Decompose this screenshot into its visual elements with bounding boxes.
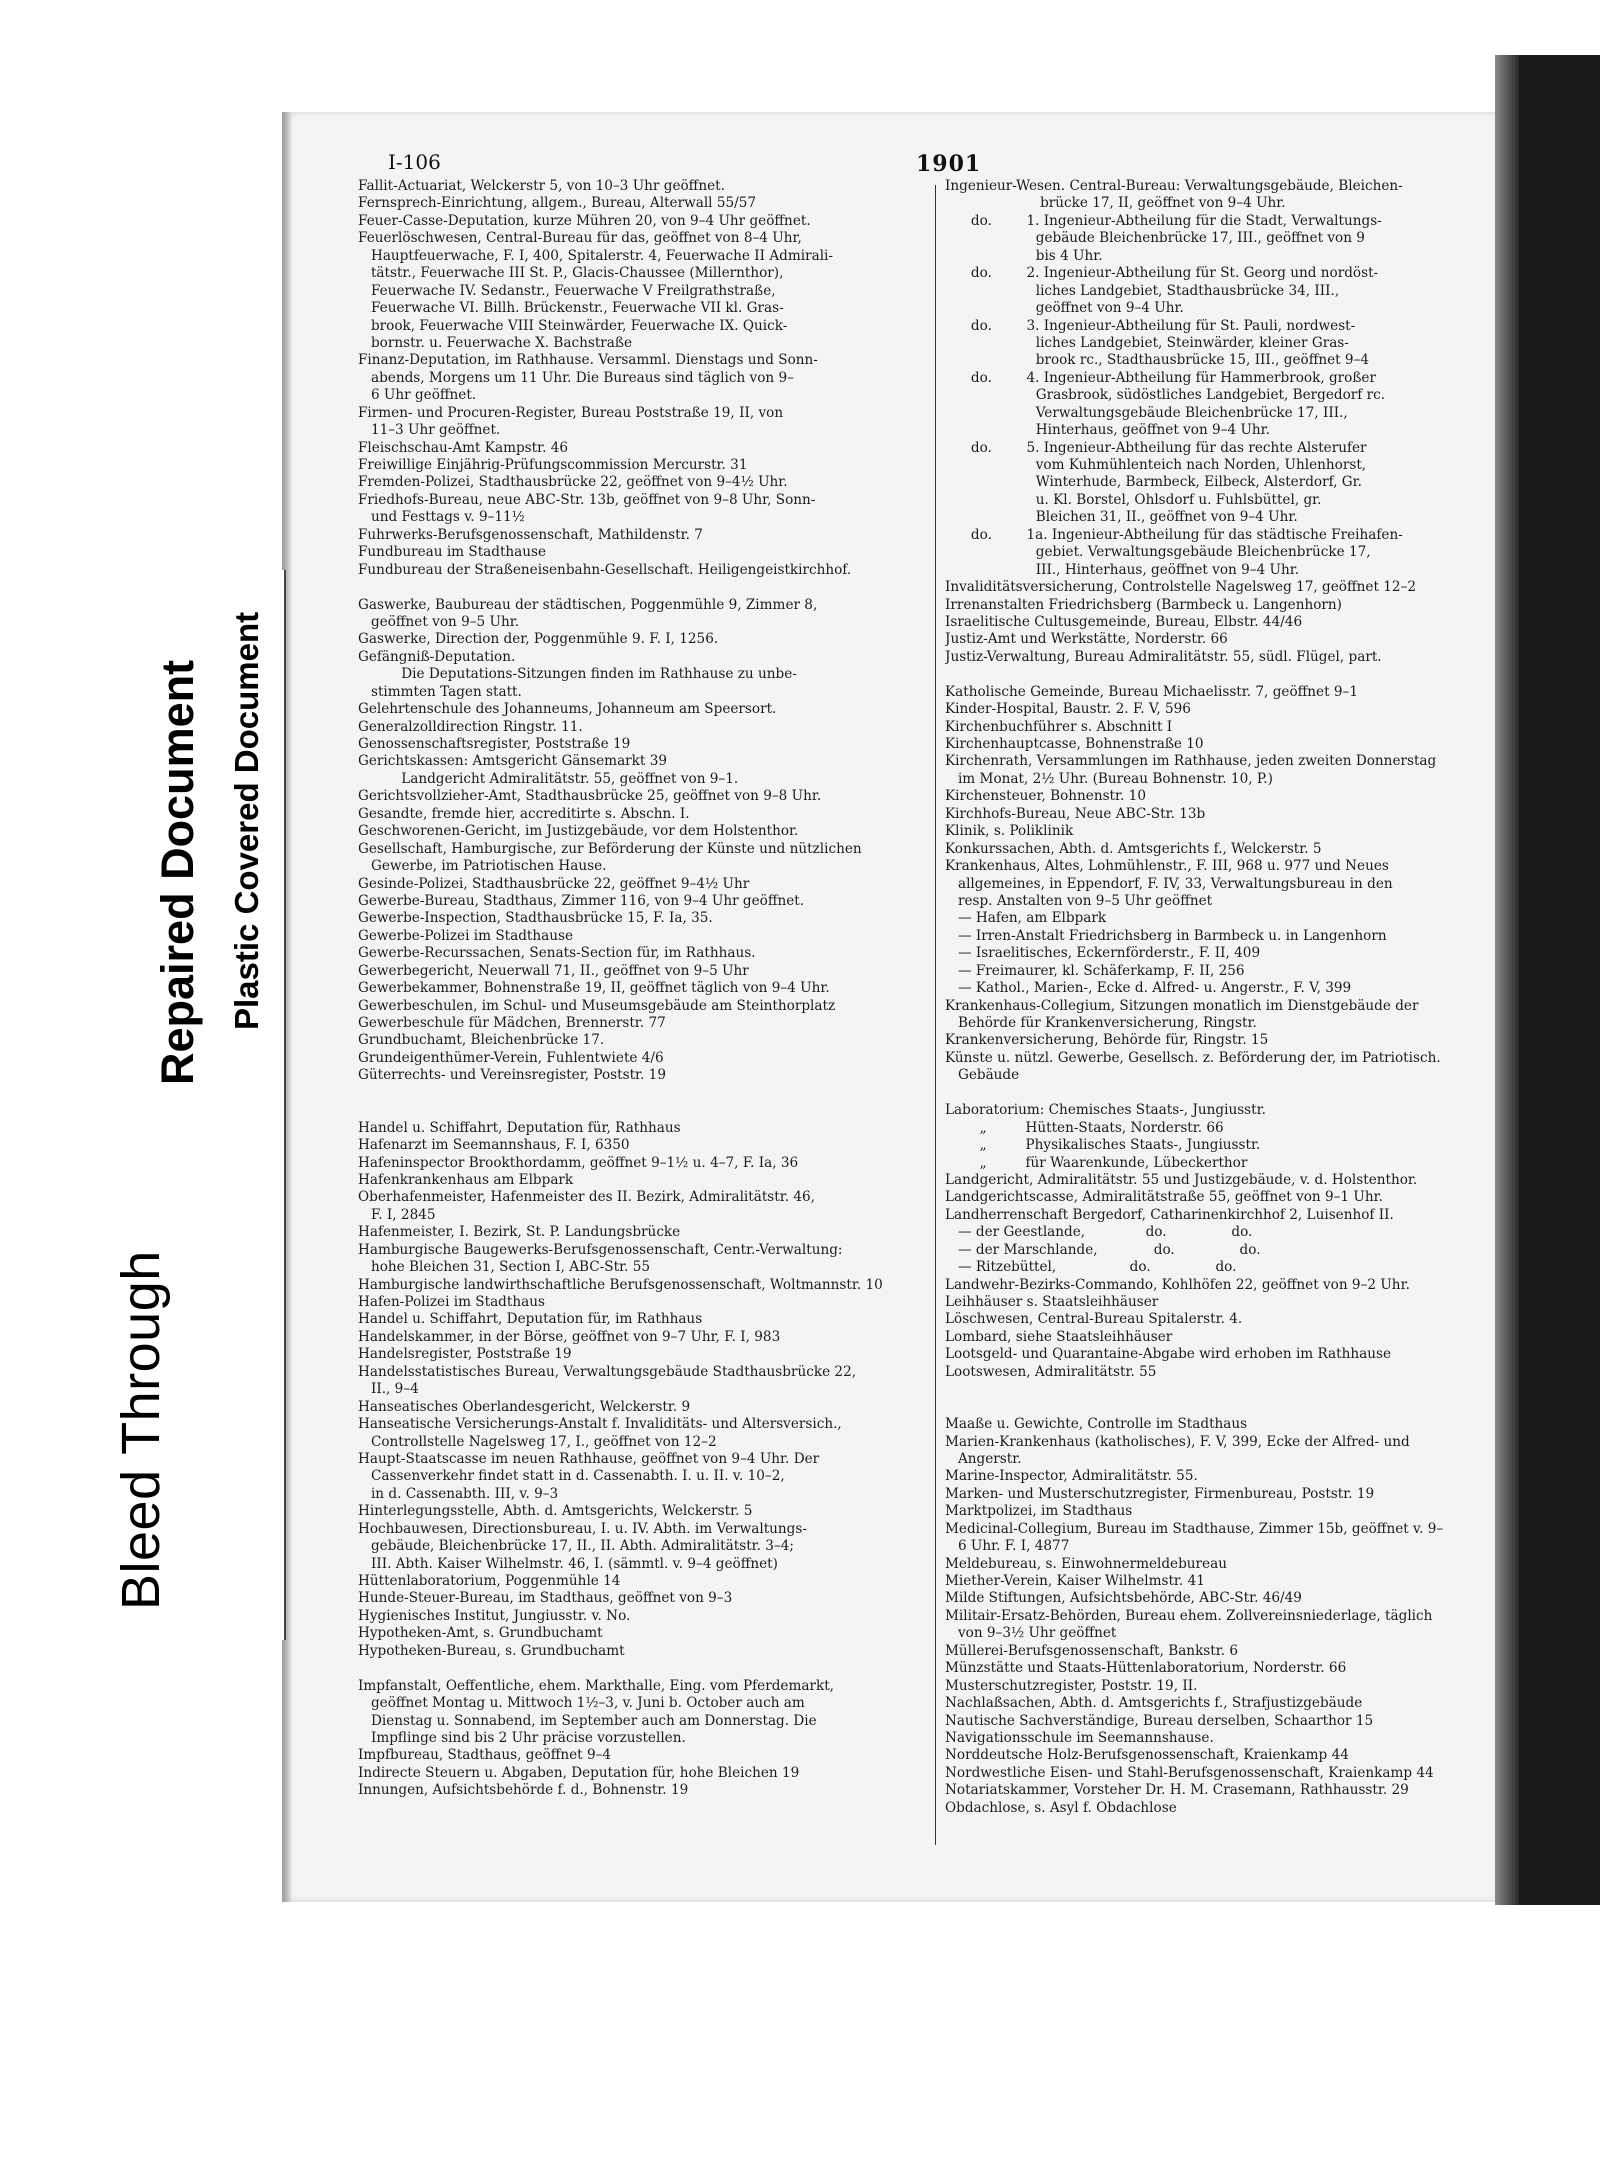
directory-entry-line: F. I, 2845	[358, 1206, 436, 1223]
directory-entry-line: Lootswesen, Admiralitätstr. 55	[945, 1363, 1157, 1380]
directory-entry-line: Gesellschaft, Hamburgische, zur Beförderung der Künste und nützlichen	[358, 840, 862, 857]
directory-entry-line: Gebäude	[945, 1067, 1020, 1084]
directory-entry-line	[358, 579, 928, 596]
directory-entry-line: Fundbureau im Stadthause	[358, 544, 547, 561]
directory-entry-line: gebäude Bleichenbrücke 17, III., geöffnet von 9	[945, 230, 1365, 247]
bleed-through-label: Bleed Through	[111, 1250, 171, 1610]
directory-entry-line: Bleichen 31, II., geöffnet von 9–4 Uhr.	[945, 509, 1298, 526]
directory-entry-line: do. 1a. Ingenieur-Abtheilung für das städtische Freihafen-	[945, 526, 1403, 543]
directory-entry-line: Dienstag u. Sonnabend, im September auch am Donnerstag. Die	[358, 1712, 817, 1729]
directory-entry-line: Milde Stiftungen, Aufsichtsbehörde, ABC-Str. 46/49	[945, 1590, 1302, 1607]
directory-entry-line: Löschwesen, Central-Bureau Spitalerstr. 4.	[945, 1311, 1243, 1328]
directory-entry-line: — der Marschlande, do. do.	[945, 1241, 1261, 1258]
directory-entry-line: Gewerbeschulen, im Schul- und Museumsgebäude am Steinthorplatz	[358, 997, 836, 1014]
directory-entry-line: Güterrechts- und Vereinsregister, Poststr. 19	[358, 1067, 666, 1084]
directory-entry-line: Hinterlegungsstelle, Abth. d. Amtsgerichts, Welckerstr. 5	[358, 1503, 753, 1520]
directory-entry-line: do. 2. Ingenieur-Abtheilung für St. Georg und nordöst-	[945, 265, 1379, 282]
directory-entry-line: — Hafen, am Elbpark	[945, 910, 1107, 927]
directory-entry-line: Leihhäuser s. Staatsleihhäuser	[945, 1294, 1159, 1310]
directory-entry-line: Cassenverkehr findet statt in d. Cassenabth. I. u. II. v. 10–2,	[358, 1468, 785, 1485]
directory-entry-line: Geschworenen-Gericht, im Justizgebäude, vor dem Holstenthor.	[358, 823, 799, 840]
directory-entry-line: Impfbureau, Stadthaus, geöffnet 9–4	[358, 1747, 612, 1764]
directory-entry-line: „ Physikalisches Staats-, Jungiusstr.	[945, 1137, 1261, 1154]
directory-entry-line: Meldebureau, s. Einwohnermeldebureau	[945, 1555, 1227, 1572]
directory-entry-line: Fundbureau der Straßeneisenbahn-Gesellschaft. Heiligengeistkirchhof.	[358, 561, 852, 578]
plastic-covered-label: Plastic Covered Document	[228, 611, 265, 1030]
directory-entry-line: Hauptfeuerwache, F. I, 400, Spitalerstr. 4, Feuerwache II Admirali-	[358, 247, 833, 264]
directory-entry-line: Gerichtsvollzieher-Amt, Stadthausbrücke 25, geöffnet von 9–8 Uhr.	[358, 788, 822, 805]
directory-entry-line: Haupt-Staatscasse im neuen Rathhause, geöffnet von 9–4 Uhr. Der	[358, 1450, 820, 1467]
directory-entry-line: Handelsregister, Poststraße 19	[358, 1346, 572, 1363]
directory-entry-line: Grasbrook, südöstliches Landgebiet, Bergedorf rc.	[945, 387, 1386, 404]
directory-entry-line: allgemeines, in Eppendorf, F. IV, 33, Verwaltungsbureau in den	[945, 875, 1393, 892]
directory-entry-line: gebäude, Bleichenbrücke 17, II., II. Abth. Admiralitätstr. 3–4;	[358, 1538, 794, 1555]
left-text-column	[358, 178, 928, 1800]
directory-entry-line: Militair-Ersatz-Behörden, Bureau ehem. Zollvereinsniederlage, täglich	[945, 1607, 1433, 1624]
directory-entry-line: Handelskammer, in der Börse, geöffnet von 9–7 Uhr, F. I, 983	[358, 1328, 781, 1345]
page-number: I-106	[388, 150, 441, 174]
directory-entry-line: Grundeigenthümer-Verein, Fuhlentwiete 4/6	[358, 1049, 664, 1066]
directory-entry-line: Musterschutzregister, Poststr. 19, II.	[945, 1677, 1198, 1694]
directory-entry-line: geöffnet von 9–4 Uhr.	[945, 300, 1184, 317]
directory-entry-line: Hafenmeister, I. Bezirk, St. P. Landungsbrücke	[358, 1224, 681, 1241]
directory-entry-line	[945, 1381, 1490, 1398]
directory-entry-line: Gesandte, fremde hier, accreditirte s. Abschn. I.	[358, 805, 690, 822]
directory-entry-line: Nautische Sachverständige, Bureau derselben, Schaarthor 15	[945, 1712, 1374, 1729]
directory-entry-line: Notariatskammer, Vorsteher Dr. H. M. Crasemann, Rathhausstr. 29	[945, 1782, 1409, 1799]
scan-background-edge	[1495, 55, 1600, 1905]
directory-entry-line: Landgerichtscasse, Admiralitätstraße 55, geöffnet von 9–1 Uhr.	[945, 1189, 1383, 1206]
directory-entry-line: Hafen-Polizei im Stadthaus	[358, 1294, 545, 1310]
directory-entry-line: Gesinde-Polizei, Stadthausbrücke 22, geöffnet 9–4½ Uhr	[358, 875, 750, 892]
directory-entry-line: Gewerbekammer, Bohnenstraße 19, II, geöffnet täglich von 9–4 Uhr.	[358, 980, 830, 997]
directory-entry-line: Gewerbe-Polizei im Stadthause	[358, 927, 574, 944]
directory-entry-line: Handel u. Schiffahrt, Deputation für, Rathhaus	[358, 1119, 681, 1136]
directory-entry-line: geöffnet Montag u. Mittwoch 1½–3, v. Juni b. October auch am	[358, 1695, 805, 1712]
directory-entry-line: — Kathol., Marien-, Ecke d. Alfred- u. Angerstr., F. V, 399	[945, 980, 1352, 997]
directory-entry-line: Kirchensteuer, Bohnenstr. 10	[945, 788, 1146, 805]
directory-entry-line	[945, 666, 1490, 683]
directory-entry-line: Firmen- und Procuren-Register, Bureau Poststraße 19, II, von	[358, 404, 784, 421]
directory-entry-line: Hygienisches Institut, Jungiusstr. v. No.	[358, 1607, 631, 1624]
directory-entry-line: Feuerwache IV. Sedanstr., Feuerwache V Freilgrathstraße,	[358, 282, 776, 299]
directory-entry-line: Lootsgeld- und Quarantaine-Abgabe wird erhoben im Rathhause	[945, 1346, 1392, 1363]
directory-entry-line: Feuer-Casse-Deputation, kurze Mühren 20, von 9–4 Uhr geöffnet.	[358, 212, 811, 229]
directory-entry-line: Künste u. nützl. Gewerbe, Gesellsch. z. Beförderung der, im Patriotisch.	[945, 1049, 1441, 1066]
directory-entry-line: Kinder-Hospital, Baustr. 2. F. V, 596	[945, 701, 1191, 718]
directory-entry-line: Hafenkrankenhaus am Elbpark	[358, 1171, 574, 1188]
directory-entry-line: Justiz-Verwaltung, Bureau Admiralitätstr. 55, südl. Flügel, part.	[945, 648, 1382, 665]
directory-entry-line: do. 4. Ingenieur-Abtheilung für Hammerbrook, großer	[945, 369, 1376, 386]
directory-entry-line: Gewerbe, im Patriotischen Hause.	[358, 858, 607, 875]
directory-entry-line: Winterhude, Barmbeck, Eilbeck, Alsterdorf, Gr.	[945, 474, 1362, 491]
directory-entry-line: Münzstätte und Staats-Hüttenlaboratorium, Norderstr. 66	[945, 1660, 1347, 1677]
repaired-document-label: Repaired Document	[152, 659, 203, 1085]
directory-entry-line: geöffnet von 9–5 Uhr.	[358, 613, 520, 630]
column-divider	[935, 185, 936, 1845]
directory-entry-line: Oberhafenmeister, Hafenmeister des II. Bezirk, Admiralitätstr. 46,	[358, 1189, 816, 1206]
directory-entry-line: Hamburgische landwirthschaftliche Berufsgenossenschaft, Woltmannstr. 10	[358, 1276, 883, 1293]
directory-entry-line: Fuhrwerks-Berufsgenossenschaft, Mathildenstr. 7	[358, 526, 703, 543]
directory-entry-line: do. 5. Ingenieur-Abtheilung für das rechte Alsterufer	[945, 439, 1367, 456]
directory-entry-line: Hafenarzt im Seemannshaus, F. I, 6350	[358, 1137, 630, 1154]
directory-entry-line: Marktpolizei, im Stadthaus	[945, 1503, 1133, 1520]
directory-entry-line: Gefängniß-Deputation.	[358, 648, 516, 665]
directory-entry-line: Indirecte Steuern u. Abgaben, Deputation für, hohe Bleichen 19	[358, 1764, 800, 1781]
page-year-heading: 1901	[916, 151, 982, 177]
directory-entry-line: von 9–3½ Uhr geöffnet	[945, 1625, 1117, 1642]
directory-entry-line	[358, 1085, 928, 1102]
directory-entry-line: — Israelitisches, Eckernförderstr., F. II, 409	[945, 945, 1261, 962]
directory-entry-line: Hafeninspector Brookthordamm, geöffnet 9–1½ u. 4–7, F. Ia, 36	[358, 1154, 799, 1171]
directory-entry-line: Genossenschaftsregister, Poststraße 19	[358, 736, 631, 752]
directory-entry-line: Irrenanstalten Friedrichsberg (Barmbeck u. Langenhorn)	[945, 596, 1342, 613]
directory-entry-line: Navigationsschule im Seemannshause.	[945, 1729, 1214, 1746]
directory-entry-line: „ Hütten-Staats, Norderstr. 66	[945, 1119, 1224, 1136]
directory-entry-line: und Festtags v. 9–11½	[358, 509, 525, 526]
directory-entry-line: Generalzolldirection Ringstr. 11.	[358, 718, 583, 735]
directory-entry-line: Finanz-Deputation, im Rathhause. Versamml. Dienstags und Sonn-	[358, 352, 818, 369]
directory-entry-line: Gewerbegericht, Neuerwall 71, II., geöffnet von 9–5 Uhr	[358, 962, 749, 979]
directory-entry-line	[358, 1102, 928, 1119]
directory-entry-line: Lombard, siehe Staatsleihhäuser	[945, 1328, 1173, 1345]
directory-entry-line: brook, Feuerwache VIII Steinwärder, Feuerwache IX. Quick-	[358, 317, 788, 334]
directory-entry-line: Invaliditätsversicherung, Controlstelle Nagelsweg 17, geöffnet 12–2	[945, 579, 1416, 596]
directory-entry-line: Hinterhaus, geöffnet von 9–4 Uhr.	[945, 422, 1271, 439]
directory-entry-line: Hunde-Steuer-Bureau, im Stadthaus, geöffnet von 9–3	[358, 1590, 733, 1607]
directory-entry-line: Freiwillige Einjährig-Prüfungscommission Mercurstr. 31	[358, 457, 748, 473]
directory-entry-line: Fleischschau-Amt Kampstr. 46	[358, 439, 569, 456]
directory-entry-line: do. 3. Ingenieur-Abtheilung für St. Pauli, nordwest-	[945, 317, 1356, 334]
directory-entry-line: Landwehr-Bezirks-Commando, Kohlhöfen 22, geöffnet von 9–2 Uhr.	[945, 1276, 1410, 1293]
directory-entry-line: Handelsstatistisches Bureau, Verwaltungsgebäude Stadthausbrücke 22,	[358, 1363, 857, 1380]
directory-entry-line: Impfanstalt, Oeffentliche, ehem. Markthalle, Eing. vom Pferdemarkt,	[358, 1677, 834, 1694]
directory-entry-line: Hypotheken-Bureau, s. Grundbuchamt	[358, 1642, 625, 1659]
directory-entry-line: Miether-Verein, Kaiser Wilhelmstr. 41	[945, 1573, 1205, 1589]
directory-entry-line: Konkurssachen, Abth. d. Amtsgerichts f., Welckerstr. 5	[945, 840, 1322, 857]
directory-entry-line: Norddeutsche Holz-Berufsgenossenschaft, Kraienkamp 44	[945, 1747, 1349, 1764]
directory-entry-line: Friedhofs-Bureau, neue ABC-Str. 13b, geöffnet von 9–8 Uhr, Sonn-	[358, 491, 816, 508]
directory-entry-line: Katholische Gemeinde, Bureau Michaelisstr. 7, geöffnet 9–1	[945, 683, 1358, 700]
directory-entry-line: Kirchenhauptcasse, Bohnenstraße 10	[945, 736, 1204, 752]
directory-entry-line: Marine-Inspector, Admiralitätstr. 55.	[945, 1468, 1198, 1485]
directory-entry-line: im Monat, 2½ Uhr. (Bureau Bohnenstr. 10, P.)	[945, 770, 1273, 787]
directory-entry-line: Gewerbe-Bureau, Stadthaus, Zimmer 116, von 9–4 Uhr geöffnet.	[358, 892, 805, 909]
directory-entry-line	[945, 1399, 1490, 1416]
directory-entry-line: Angerstr.	[945, 1450, 1022, 1467]
directory-entry-line: III. Abth. Kaiser Wilhelmstr. 46, I. (sämmtl. v. 9–4 geöffnet)	[358, 1555, 778, 1572]
directory-entry-line: in d. Cassenabth. III, v. 9–3	[358, 1485, 559, 1502]
directory-entry-line: — Freimaurer, kl. Schäferkamp, F. II, 256	[945, 962, 1245, 979]
directory-entry-line: Hüttenlaboratorium, Poggenmühle 14	[358, 1573, 621, 1589]
directory-entry-line: Controllstelle Nagelsweg 17, I., geöffnet von 12–2	[358, 1433, 717, 1450]
directory-entry-line: Landherrenschaft Bergedorf, Catharinenkirchhof 2, Luisenhof II.	[945, 1206, 1394, 1223]
directory-entry-line: Kirchenrath, Versammlungen im Rathhause, jeden zweiten Donnerstag	[945, 753, 1437, 770]
directory-entry-line: II., 9–4	[358, 1381, 419, 1398]
directory-entry-line: Gaswerke, Baubureau der städtischen, Poggenmühle 9, Zimmer 8,	[358, 596, 818, 613]
directory-entry-line: resp. Anstalten von 9–5 Uhr geöffnet	[945, 892, 1213, 909]
directory-entry-line: Nordwestliche Eisen- und Stahl-Berufsgenossenschaft, Kraienkamp 44	[945, 1764, 1434, 1781]
directory-entry-line: Fernsprech-Einrichtung, allgem., Bureau, Alterwall 55/57	[358, 195, 757, 212]
directory-entry-line: Landgericht, Admiralitätstr. 55 und Justizgebäude, v. d. Holstenthor.	[945, 1171, 1418, 1188]
directory-entry-line: Gelehrtenschule des Johanneums, Johanneum am Speersort.	[358, 701, 777, 718]
directory-entry-line: Grundbuchamt, Bleichenbrücke 17.	[358, 1032, 605, 1049]
directory-entry-line: liches Landgebiet, Stadthausbrücke 34, III.,	[945, 282, 1340, 299]
directory-entry-line: hohe Bleichen 31, Section I, ABC-Str. 55	[358, 1259, 651, 1276]
directory-entry-line: brücke 17, II, geöffnet von 9–4 Uhr.	[945, 195, 1286, 212]
directory-entry-line: „ für Waarenkunde, Lübeckerthor	[945, 1154, 1248, 1171]
directory-entry-line: Hanseatische Versicherungs-Anstalt f. Invaliditäts- und Altersversich.,	[358, 1416, 842, 1433]
directory-entry-line: — Ritzebüttel, do. do.	[945, 1259, 1237, 1276]
directory-entry-line: tätstr., Feuerwache III St. P., Glacis-Chaussee (Millernthor),	[358, 265, 784, 282]
directory-entry-line: Die Deputations-Sitzungen finden im Rathhause zu unbe-	[358, 666, 797, 683]
directory-entry-line: 11–3 Uhr geöffnet.	[358, 422, 501, 439]
directory-entry-line: Marken- und Musterschutzregister, Firmenbureau, Poststr. 19	[945, 1485, 1375, 1502]
directory-entry-line: Maaße u. Gewichte, Controlle im Stadthaus	[945, 1416, 1248, 1433]
directory-entry-line: III., Hinterhaus, geöffnet von 9–4 Uhr.	[945, 561, 1300, 578]
directory-entry-line: Hochbauwesen, Directionsbureau, I. u. IV. Abth. im Verwaltungs-	[358, 1520, 807, 1537]
directory-entry-line: Hanseatisches Oberlandesgericht, Welckerstr. 9	[358, 1398, 691, 1415]
directory-entry-line: Behörde für Krankenversicherung, Ringstr.	[945, 1015, 1257, 1031]
directory-entry-line: Laboratorium: Chemisches Staats-, Jungiusstr.	[945, 1102, 1266, 1119]
directory-entry-line: Fallit-Actuariat, Welckerstr 5, von 10–3 Uhr geöffnet.	[358, 178, 725, 194]
directory-entry-line: Gewerbeschule für Mädchen, Brennerstr. 77	[358, 1015, 666, 1031]
directory-entry-line: — der Geestlande, do. do.	[945, 1224, 1253, 1241]
directory-entry-line: Marien-Krankenhaus (katholisches), F. V, 399, Ecke der Alfred- und	[945, 1433, 1410, 1450]
directory-entry-line: Krankenhaus, Altes, Lohmühlenstr., F. III, 968 u. 977 und Neues	[945, 858, 1389, 875]
directory-entry-line: Nachlaßsachen, Abth. d. Amtsgerichts f., Strafjustizgebäude	[945, 1695, 1363, 1712]
directory-entry-line: 6 Uhr. F. I, 4877	[945, 1538, 1070, 1555]
directory-entry-line: Handel u. Schiffahrt, Deputation für, im Rathhaus	[358, 1311, 703, 1328]
directory-entry-line: Klinik, s. Poliklinik	[945, 823, 1074, 840]
directory-entry-line: Justiz-Amt und Werkstätte, Norderstr. 66	[945, 631, 1228, 648]
directory-entry-line: do. 1. Ingenieur-Abtheilung für die Stadt, Verwaltungs-	[945, 212, 1382, 229]
directory-entry-line: liches Landgebiet, Steinwärder, kleiner Gras-	[945, 334, 1349, 351]
directory-entry-line: Fremden-Polizei, Stadthausbrücke 22, geöffnet von 9–4½ Uhr.	[358, 474, 788, 491]
directory-entry-line: stimmten Tagen statt.	[358, 683, 522, 700]
directory-entry-line: Hamburgische Baugewerks-Berufsgenossenschaft, Centr.-Verwaltung:	[358, 1241, 843, 1258]
directory-entry-line: vom Kuhmühlenteich nach Norden, Uhlenhorst,	[945, 457, 1367, 473]
directory-entry-line: Obdachlose, s. Asyl f. Obdachlose	[945, 1799, 1177, 1816]
directory-entry-line: Gewerbe-Recurssachen, Senats-Section für, im Rathhaus.	[358, 945, 756, 962]
right-text-column	[945, 178, 1490, 1817]
directory-entry-line: Kirchenbuchführer s. Abschnitt I	[945, 718, 1173, 735]
directory-entry-line: Feuerwache VI. Billh. Brückenstr., Feuerwache VII kl. Gras-	[358, 300, 784, 317]
directory-entry-line: bornstr. u. Feuerwache X. Bachstraße	[358, 334, 633, 351]
directory-entry-line: bis 4 Uhr.	[945, 247, 1103, 264]
directory-entry-line: Ingenieur-Wesen. Central-Bureau: Verwaltungsgebäude, Bleichen-	[945, 178, 1403, 194]
directory-entry-line: 6 Uhr geöffnet.	[358, 387, 477, 404]
directory-entry-line	[358, 1660, 928, 1677]
directory-entry-line: Innungen, Aufsichtsbehörde f. d., Bohnenstr. 19	[358, 1782, 689, 1799]
directory-entry-line: Israelitische Cultusgemeinde, Bureau, Elbstr. 44/46	[945, 613, 1303, 630]
directory-entry-line: Krankenversicherung, Behörde für, Ringstr. 15	[945, 1032, 1269, 1049]
directory-entry-line: Kirchhofs-Bureau, Neue ABC-Str. 13b	[945, 805, 1206, 822]
directory-entry-line: gebiet. Verwaltungsgebäude Bleichenbrücke 17,	[945, 544, 1371, 561]
directory-entry-line: Feuerlöschwesen, Central-Bureau für das, geöffnet von 8–4 Uhr,	[358, 230, 802, 247]
directory-entry-line: Gerichtskassen: Amtsgericht Gänsemarkt 39	[358, 753, 667, 770]
directory-entry-line: u. Kl. Borstel, Ohlsdorf u. Fuhlsbüttel, gr.	[945, 491, 1322, 508]
directory-entry-line: Gewerbe-Inspection, Stadthausbrücke 15, F. Ia, 35.	[358, 910, 713, 927]
directory-entry-line: Müllerei-Berufsgenossenschaft, Bankstr. 6	[945, 1642, 1239, 1659]
directory-entry-line: abends, Morgens um 11 Uhr. Die Bureaus sind täglich von 9–	[358, 369, 794, 386]
directory-entry-line: Landgericht Admiralitätstr. 55, geöffnet von 9–1.	[358, 770, 739, 787]
directory-entry-line: Krankenhaus-Collegium, Sitzungen monatlich im Dienstgebäude der	[945, 997, 1419, 1014]
directory-entry-line: Impflinge sind bis 2 Uhr präcise vorzustellen.	[358, 1729, 686, 1746]
directory-entry-line: Verwaltungsgebäude Bleichenbrücke 17, III.,	[945, 404, 1348, 421]
directory-entry-line: Medicinal-Collegium, Bureau im Stadthause, Zimmer 15b, geöffnet v. 9–	[945, 1520, 1444, 1537]
directory-entry-line: Hypotheken-Amt, s. Grundbuchamt	[358, 1625, 603, 1642]
directory-entry-line: — Irren-Anstalt Friedrichsberg in Barmbeck u. in Langenhorn	[945, 927, 1387, 944]
directory-entry-line: brook rc., Stadthausbrücke 15, III., geöffnet 9–4	[945, 352, 1370, 369]
directory-entry-line: Gaswerke, Direction der, Poggenmühle 9. F. I, 1256.	[358, 631, 719, 648]
directory-entry-line	[945, 1085, 1490, 1102]
